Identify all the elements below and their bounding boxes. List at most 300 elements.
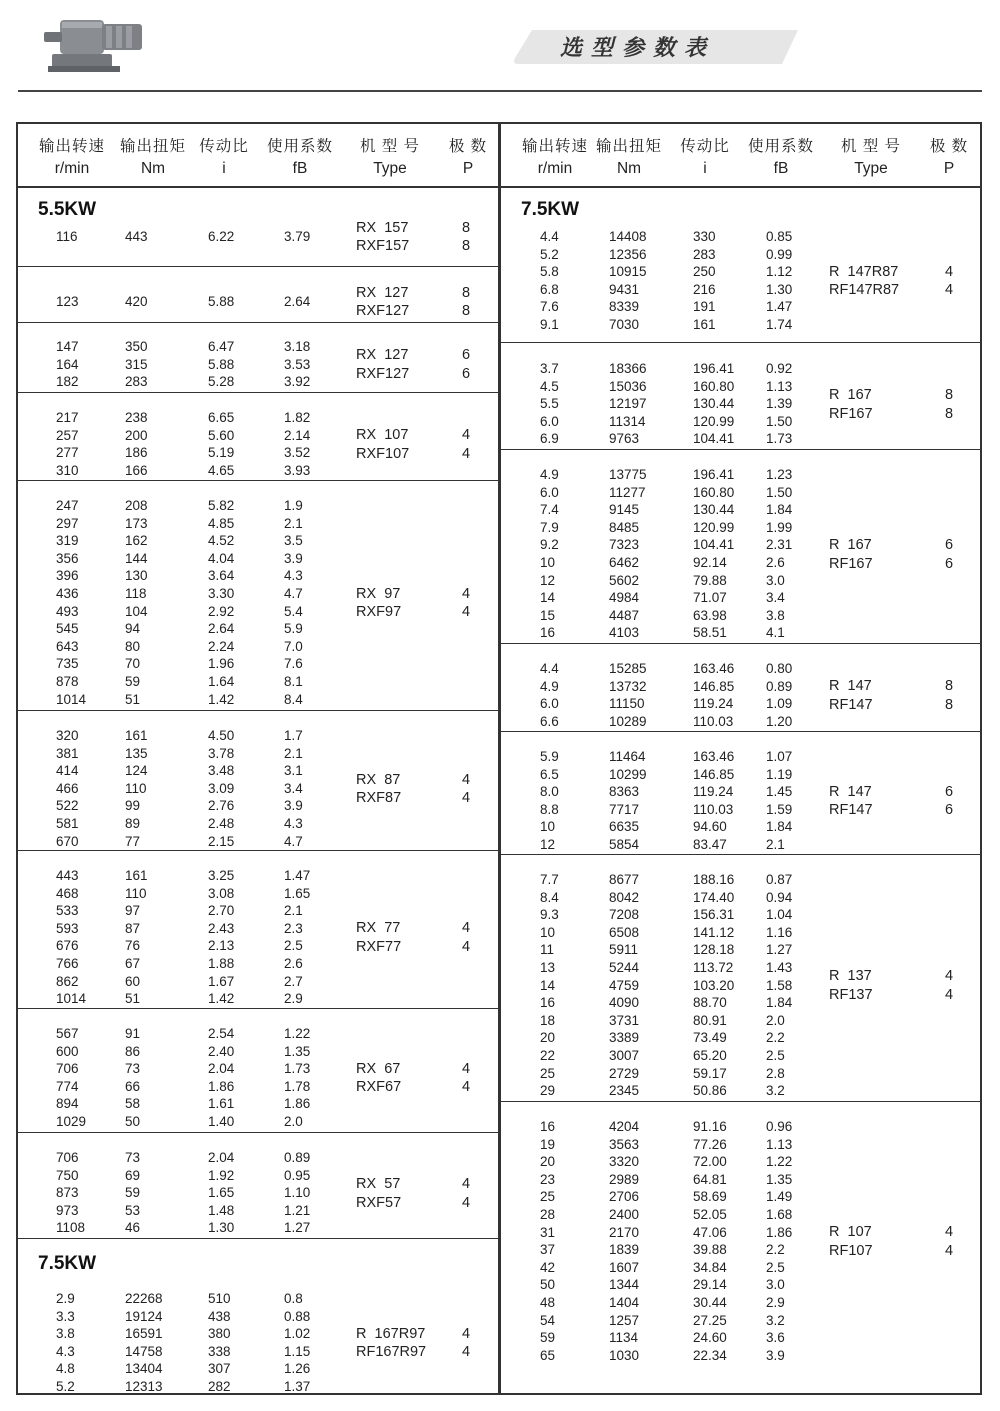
cell-ratio: 58.51 <box>693 625 727 641</box>
cell-ratio: 2.92 <box>208 603 235 619</box>
cell-factor: 1.73 <box>766 431 793 447</box>
table-row <box>501 1348 980 1366</box>
cell-torque: 3007 <box>609 1048 640 1063</box>
cell-speed: 20 <box>540 1030 556 1046</box>
model-type-line: RF107 <box>829 1242 873 1259</box>
cell-torque: 110 <box>125 885 147 901</box>
cell-ratio: 3.25 <box>208 868 235 883</box>
pole-count <box>462 1175 470 1212</box>
cell-factor: 1.47 <box>766 299 793 315</box>
cell-factor: 5.4 <box>284 603 303 619</box>
cell-torque: 350 <box>125 339 148 354</box>
cell-ratio: 163.46 <box>693 749 735 764</box>
column-header-poles: 极 数 <box>448 138 488 155</box>
model-type-line: RF137 <box>829 986 873 1003</box>
pole-value: 4 <box>462 1344 471 1361</box>
table-row <box>501 282 980 300</box>
cell-speed: 28 <box>540 1207 556 1222</box>
cell-torque: 3320 <box>609 1154 640 1170</box>
cell-factor: 3.4 <box>766 590 785 606</box>
cell-ratio: 2.04 <box>208 1150 235 1165</box>
cell-speed: 873 <box>56 1185 79 1201</box>
cell-ratio: 1.65 <box>208 1185 235 1201</box>
table-row <box>501 1313 980 1331</box>
table-row <box>501 749 980 767</box>
table-row <box>501 802 980 820</box>
cell-ratio: 2.48 <box>208 816 235 831</box>
cell-torque: 19124 <box>125 1308 163 1324</box>
model-type <box>356 771 401 808</box>
cell-speed: 862 <box>56 973 79 989</box>
cell-factor: 1.74 <box>766 317 793 332</box>
cell-torque: 87 <box>125 920 141 936</box>
cell-speed: 4.9 <box>540 678 559 694</box>
cell-torque: 1404 <box>609 1295 640 1310</box>
cell-ratio: 5.28 <box>208 374 235 390</box>
cell-ratio: 88.70 <box>693 995 727 1011</box>
cell-ratio: 380 <box>208 1326 231 1342</box>
pole-count <box>462 1060 470 1097</box>
cell-torque: 97 <box>125 903 141 919</box>
column-unit-torque: Nm <box>140 160 166 177</box>
model-type-line: R 167 <box>829 387 872 403</box>
pole-value: 8 <box>945 387 954 403</box>
cell-speed: 48 <box>540 1295 556 1310</box>
cell-torque: 4103 <box>609 625 640 641</box>
cell-torque: 18366 <box>609 361 647 376</box>
cell-torque: 3563 <box>609 1136 640 1152</box>
model-type-line: RF147R87 <box>829 282 900 299</box>
table-row <box>501 1260 980 1278</box>
pole-value: 4 <box>462 1079 471 1096</box>
pole-value: 4 <box>462 1194 471 1211</box>
table-group <box>501 643 980 731</box>
cell-ratio: 72.00 <box>693 1154 727 1170</box>
cell-torque: 86 <box>125 1043 141 1059</box>
pole-value: 6 <box>462 365 471 382</box>
pole-value: 4 <box>945 986 954 1003</box>
cell-factor: 3.0 <box>766 572 785 588</box>
cell-torque: 104 <box>125 603 148 619</box>
cell-ratio: 1.67 <box>208 973 235 989</box>
cell-speed: 5.9 <box>540 749 559 764</box>
table-row <box>18 568 498 586</box>
cell-factor: 2.3 <box>284 920 303 936</box>
cell-speed: 706 <box>56 1061 79 1077</box>
cell-torque: 73 <box>125 1150 141 1165</box>
cell-torque: 1344 <box>609 1277 640 1293</box>
cell-ratio: 160.80 <box>693 484 735 500</box>
table-row <box>501 872 980 890</box>
cell-ratio: 63.98 <box>693 607 727 623</box>
cell-ratio: 2.76 <box>208 798 235 814</box>
table-row <box>18 903 498 921</box>
cell-ratio: 59.17 <box>693 1065 727 1081</box>
cell-ratio: 130.44 <box>693 396 735 412</box>
cell-torque: 283 <box>125 374 148 390</box>
table-row <box>18 656 498 674</box>
cell-torque: 208 <box>125 498 148 513</box>
pole-count <box>462 426 470 463</box>
cell-torque: 130 <box>125 568 148 584</box>
model-type-line: RX 107 <box>356 427 409 444</box>
cell-torque: 4487 <box>609 607 640 623</box>
table-row <box>18 956 498 974</box>
cell-ratio: 6.65 <box>208 410 235 425</box>
cell-ratio: 1.92 <box>208 1167 235 1183</box>
pole-count <box>945 263 953 300</box>
gear-motor-icon <box>42 14 146 78</box>
cell-torque: 135 <box>125 745 148 761</box>
cell-factor: 3.4 <box>284 780 303 796</box>
cell-ratio: 29.14 <box>693 1277 727 1293</box>
table-row <box>18 692 498 710</box>
cell-factor: 1.15 <box>284 1343 311 1359</box>
cell-speed: 310 <box>56 462 79 478</box>
cell-ratio: 330 <box>693 229 716 244</box>
table-row <box>501 1225 980 1243</box>
cell-factor: 1.99 <box>766 519 793 535</box>
model-type <box>356 219 409 256</box>
table-row <box>18 1079 498 1097</box>
cell-ratio: 2.04 <box>208 1061 235 1077</box>
table-group <box>18 322 498 392</box>
cell-speed: 37 <box>540 1242 556 1258</box>
cell-factor: 2.5 <box>766 1259 785 1275</box>
cell-ratio: 2.64 <box>208 621 235 637</box>
cell-ratio: 80.91 <box>693 1012 727 1028</box>
section-title: 7.5KW <box>521 199 580 220</box>
cell-ratio: 1.48 <box>208 1202 235 1218</box>
cell-factor: 1.16 <box>766 924 793 940</box>
model-type-line: RX 127 <box>356 284 409 301</box>
cell-factor: 1.22 <box>766 1154 793 1170</box>
right-table <box>499 122 982 1395</box>
cell-torque: 4759 <box>609 977 640 993</box>
cell-ratio: 1.42 <box>208 691 235 707</box>
cell-ratio: 130.44 <box>693 502 735 518</box>
cell-speed: 6.8 <box>540 281 559 297</box>
cell-ratio: 83.47 <box>693 837 727 852</box>
table-group <box>501 186 980 342</box>
cell-ratio: 30.44 <box>693 1295 727 1310</box>
model-type <box>829 263 899 300</box>
cell-factor: 2.64 <box>284 294 311 309</box>
cell-factor: 3.93 <box>284 462 311 478</box>
table-row <box>501 414 980 432</box>
table-row <box>501 1242 980 1260</box>
cell-factor: 1.47 <box>284 868 311 883</box>
cell-speed: 217 <box>56 410 79 425</box>
cell-ratio: 47.06 <box>693 1224 727 1240</box>
model-type-line: R 147 <box>829 783 872 800</box>
model-type-line: RX 57 <box>356 1176 401 1192</box>
cell-factor: 3.8 <box>766 607 785 623</box>
cell-factor: 2.5 <box>766 1048 785 1063</box>
cell-speed: 3.7 <box>540 361 559 376</box>
table-row <box>18 1309 498 1327</box>
cell-torque: 7323 <box>609 537 640 553</box>
pole-value: 4 <box>462 1176 471 1192</box>
column-unit-poles: P <box>943 160 955 177</box>
model-type-line: R 137 <box>829 968 872 985</box>
cell-speed: 466 <box>56 780 79 796</box>
cell-ratio: 113.72 <box>693 960 734 975</box>
model-type <box>356 919 401 956</box>
cell-speed: 9.3 <box>540 907 559 923</box>
table-row <box>18 1168 498 1186</box>
cell-ratio: 1.42 <box>208 991 235 1007</box>
table-row <box>18 551 498 569</box>
table-group <box>501 449 980 643</box>
column-unit-factor: fB <box>773 160 789 177</box>
header-divider <box>18 90 982 92</box>
cell-speed: 25 <box>540 1189 556 1205</box>
table-row <box>501 679 980 697</box>
cell-ratio: 5.88 <box>208 356 235 372</box>
cell-torque: 59 <box>125 1185 141 1201</box>
cell-torque: 70 <box>125 656 141 672</box>
table-group <box>18 186 498 266</box>
cell-factor: 0.99 <box>766 246 793 262</box>
model-type-line: RF147 <box>829 696 873 713</box>
table-header <box>18 124 498 188</box>
table-group <box>18 1238 498 1397</box>
table-row <box>501 1189 980 1207</box>
cell-ratio: 191 <box>693 299 716 315</box>
cell-speed: 4.4 <box>540 229 559 244</box>
table-group <box>18 480 498 710</box>
cell-speed: 8.4 <box>540 889 559 905</box>
table-row <box>18 1291 498 1309</box>
cell-ratio: 283 <box>693 246 716 262</box>
cell-speed: 10 <box>540 819 556 835</box>
column-unit-ratio: i <box>703 160 707 177</box>
pole-value: 8 <box>462 284 471 301</box>
cell-ratio: 58.69 <box>693 1189 727 1205</box>
cell-factor: 3.5 <box>284 533 303 549</box>
table-row <box>18 1026 498 1044</box>
cell-factor: 1.12 <box>766 264 793 280</box>
cell-ratio: 52.05 <box>693 1207 727 1222</box>
cell-speed: 257 <box>56 427 79 443</box>
table-row <box>501 696 980 714</box>
cell-ratio: 73.49 <box>693 1030 727 1046</box>
cell-speed: 10 <box>540 924 556 940</box>
table-group <box>501 731 980 854</box>
column-header-model: 机 型 号 <box>840 138 902 155</box>
model-type-line: RXF77 <box>356 938 402 955</box>
cell-ratio: 196.41 <box>693 361 735 376</box>
cell-factor: 1.02 <box>284 1326 311 1342</box>
cell-factor: 4.1 <box>766 625 785 641</box>
cell-speed: 31 <box>540 1224 556 1240</box>
cell-ratio: 119.24 <box>693 784 734 800</box>
cell-speed: 54 <box>540 1312 556 1328</box>
cell-speed: 1014 <box>56 991 87 1007</box>
table-row <box>501 1119 980 1137</box>
cell-speed: 13 <box>540 960 556 975</box>
table-row <box>18 1361 498 1379</box>
column-header-ratio: 传动比 <box>680 138 730 155</box>
cell-factor: 2.0 <box>766 1012 785 1028</box>
cell-torque: 6635 <box>609 819 640 835</box>
model-type <box>829 783 873 820</box>
cell-factor: 1.22 <box>284 1026 311 1041</box>
pole-value: 4 <box>462 920 471 937</box>
cell-speed: 774 <box>56 1078 79 1094</box>
model-type-line: RF167 <box>829 555 873 572</box>
cell-ratio: 5.60 <box>208 427 235 443</box>
cell-factor: 3.0 <box>766 1277 785 1293</box>
cell-torque: 5602 <box>609 572 640 588</box>
cell-factor: 1.07 <box>766 749 793 764</box>
cell-torque: 9431 <box>609 281 640 297</box>
model-type-line: R 147R87 <box>829 263 899 280</box>
model-type-line: RXF97 <box>356 604 402 621</box>
table-row <box>501 714 980 732</box>
cell-ratio: 4.50 <box>208 728 235 743</box>
cell-ratio: 160.80 <box>693 378 735 394</box>
cell-torque: 1030 <box>609 1347 640 1363</box>
table-row <box>18 374 498 392</box>
table-row <box>501 767 980 785</box>
cell-factor: 3.1 <box>284 763 303 779</box>
cell-ratio: 5.19 <box>208 445 235 461</box>
table-row <box>18 816 498 834</box>
table-row <box>501 229 980 247</box>
cell-torque: 9145 <box>609 502 640 518</box>
cell-speed: 567 <box>56 1026 79 1041</box>
table-row <box>18 621 498 639</box>
cell-factor: 1.21 <box>284 1202 311 1218</box>
cell-factor: 5.9 <box>284 621 303 637</box>
table-row <box>18 868 498 886</box>
pole-value: 4 <box>945 1224 954 1241</box>
cell-factor: 3.6 <box>766 1330 785 1346</box>
model-type-line: RX 87 <box>356 771 401 788</box>
table-row <box>501 1013 980 1031</box>
pole-count <box>945 967 953 1004</box>
cell-ratio: 65.20 <box>693 1048 727 1063</box>
cell-torque: 89 <box>125 816 141 831</box>
cell-ratio: 5.88 <box>208 294 235 309</box>
column-unit-torque: Nm <box>616 160 642 177</box>
pole-count <box>462 284 470 321</box>
cell-torque: 2345 <box>609 1083 640 1099</box>
cell-ratio: 196.41 <box>693 467 735 482</box>
cell-torque: 173 <box>125 515 148 531</box>
cell-torque: 186 <box>125 445 148 461</box>
cell-torque: 77 <box>125 833 141 849</box>
cell-speed: 7.9 <box>540 519 559 535</box>
cell-speed: 6.0 <box>540 696 559 712</box>
cell-factor: 3.9 <box>284 550 303 566</box>
table-row <box>18 781 498 799</box>
pole-count <box>945 1223 953 1260</box>
cell-speed: 147 <box>56 339 79 354</box>
cell-ratio: 34.84 <box>693 1259 727 1275</box>
cell-factor: 1.20 <box>766 713 793 729</box>
cell-factor: 0.85 <box>766 229 793 244</box>
pole-count <box>462 346 470 383</box>
cell-factor: 2.14 <box>284 427 311 443</box>
cell-torque: 3731 <box>609 1012 640 1028</box>
cell-torque: 67 <box>125 956 141 971</box>
pole-value: 8 <box>945 696 954 713</box>
table-row <box>18 445 498 463</box>
model-type <box>356 284 409 321</box>
pole-count <box>462 1325 470 1362</box>
cell-ratio: 4.85 <box>208 515 235 531</box>
cell-torque: 69 <box>125 1167 141 1183</box>
cell-factor: 3.18 <box>284 339 311 354</box>
table-row <box>18 1220 498 1238</box>
cell-torque: 10915 <box>609 264 647 280</box>
cell-torque: 443 <box>125 229 148 244</box>
cell-speed: 297 <box>56 515 79 531</box>
model-type <box>356 1060 401 1097</box>
table-row <box>501 978 980 996</box>
table-row <box>501 1207 980 1225</box>
column-unit-speed: r/min <box>537 160 573 177</box>
pole-value: 8 <box>945 678 954 695</box>
pole-value: 8 <box>462 238 471 255</box>
cell-factor: 2.9 <box>766 1295 785 1310</box>
table-row <box>501 1154 980 1172</box>
cell-factor: 3.52 <box>284 445 311 461</box>
cell-torque: 66 <box>125 1078 141 1094</box>
cell-speed: 16 <box>540 995 556 1011</box>
cell-torque: 13732 <box>609 678 647 694</box>
table-row <box>18 763 498 781</box>
cell-factor: 1.27 <box>284 1220 311 1236</box>
model-type <box>356 346 409 383</box>
pole-count <box>462 219 470 256</box>
cell-ratio: 3.09 <box>208 780 235 796</box>
cell-factor: 7.6 <box>284 656 303 672</box>
table-row <box>501 1137 980 1155</box>
pole-value: 6 <box>945 783 954 800</box>
model-type <box>829 386 873 423</box>
cell-speed: 9.1 <box>540 317 559 332</box>
cell-speed: 3.8 <box>56 1326 75 1342</box>
model-type-line: RXF57 <box>356 1194 402 1211</box>
pole-value: 6 <box>945 537 954 553</box>
table-group <box>18 710 498 850</box>
cell-speed: 356 <box>56 550 79 566</box>
cell-speed: 65 <box>540 1347 556 1363</box>
cell-speed: 4.8 <box>56 1361 75 1377</box>
cell-ratio: 438 <box>208 1308 231 1324</box>
table-group <box>501 1101 980 1397</box>
model-type <box>356 426 409 463</box>
cell-ratio: 2.54 <box>208 1026 235 1041</box>
cell-factor: 2.1 <box>766 837 785 852</box>
cell-factor: 0.89 <box>766 678 793 694</box>
cell-factor: 8.4 <box>284 691 303 707</box>
cell-torque: 14758 <box>125 1343 163 1359</box>
table-row <box>18 798 498 816</box>
cell-factor: 0.80 <box>766 661 793 676</box>
cell-speed: 14 <box>540 590 556 606</box>
pole-value: 4 <box>462 771 471 788</box>
cell-factor: 1.86 <box>284 1096 311 1112</box>
cell-speed: 4.3 <box>56 1343 75 1359</box>
table-row <box>18 498 498 516</box>
model-type <box>829 677 873 714</box>
column-unit-speed: r/min <box>54 160 90 177</box>
